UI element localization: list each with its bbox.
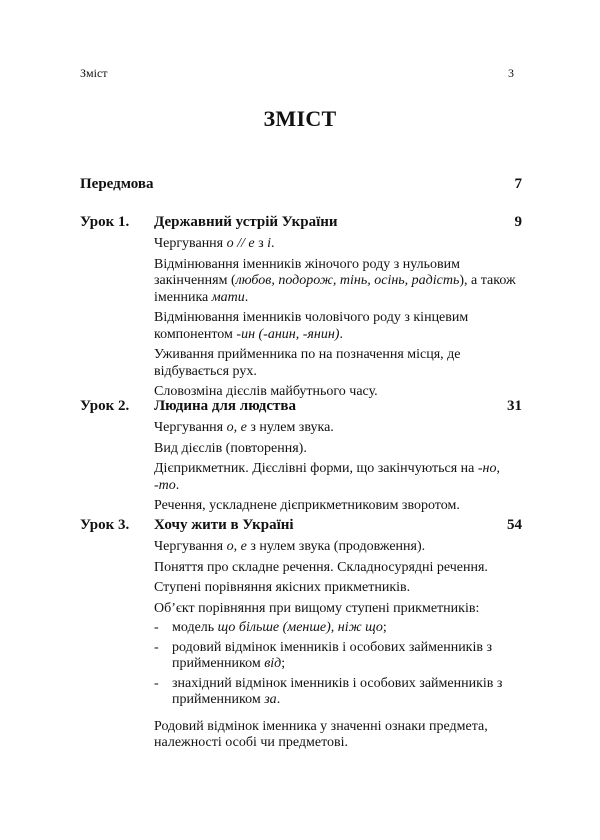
lesson-topic: Родовий відмінок іменника у значенні ознаки предмета, належності особі чи предметові. [154, 718, 488, 750]
dash-marker: - [154, 620, 159, 635]
lesson-topic [154, 420, 522, 437]
topic-text: Чергування [154, 420, 227, 435]
running-header-title: Зміст [80, 66, 108, 80]
toc-lesson-3 [80, 517, 522, 756]
topic-italic: що більше (менше), ніж що [217, 620, 383, 635]
lesson-title: Державний устрій України [154, 214, 338, 230]
lesson-topic: Вид дієслів (повторення). [154, 440, 307, 456]
lesson-title: Хочу жити в Україні [154, 517, 294, 533]
topic-text: . [244, 289, 249, 305]
lesson-topic: Словозміна дієслів майбутнього часу. [154, 384, 378, 399]
list-spacer [154, 712, 522, 719]
toc-lesson-2 [80, 398, 522, 519]
topic-text: Чергування [154, 539, 227, 554]
lesson-number: Урок 3. [80, 517, 130, 533]
lesson-topic [154, 257, 522, 307]
topic-text: з [254, 236, 268, 251]
topic-italic: -но [477, 461, 497, 476]
topic-italic: і [267, 236, 272, 251]
topic-text: . [276, 692, 281, 707]
dash-list-item [154, 676, 522, 709]
lesson-topic [154, 236, 522, 253]
lesson-topic: Поняття про складне речення. Складносурядні речення. [154, 559, 488, 575]
topic-text: з нулем звука. [246, 420, 334, 435]
topic-text: модель [172, 620, 218, 635]
topic-text: . [271, 236, 275, 251]
lesson-topic: Речення, ускладнене дієприкметниковим зворотом. [154, 498, 460, 513]
topic-text: Дієприкметник. Дієслівні форми, що закінчуються на [154, 461, 478, 476]
lesson-page: 31 [507, 398, 522, 414]
running-header-page-number: 3 [508, 66, 514, 80]
lesson-heading[interactable] [80, 214, 522, 236]
dash-list-item [154, 620, 522, 637]
topic-text: ), а також іменника [154, 273, 516, 305]
topic-italic: -то [154, 477, 176, 493]
lesson-topic: Уживання прийменника по на позначення місця, де відбувається рух. [154, 347, 461, 379]
dash-list-item [154, 640, 522, 673]
topic-italic: мати [211, 289, 245, 305]
topic-text: знахідний відмінок іменників і особових займенників з прийменником [172, 675, 503, 707]
lesson-heading[interactable] [80, 517, 522, 539]
topic-text: Відмінювання іменників жіночого роду з нульовим закінченням ( [154, 256, 460, 288]
lesson-page: 54 [507, 517, 522, 533]
topic-text: Чергування [154, 236, 227, 251]
topic-italic: о // е [226, 236, 255, 251]
lesson-topic: Об’єкт порівняння при вищому ступені прикметників: [154, 600, 480, 616]
topic-italic: о, е [226, 539, 247, 554]
topic-text: . [175, 477, 180, 493]
topic-text: , [496, 461, 500, 476]
topic-italic: любов, подорож, тінь, осінь, радість [235, 273, 460, 288]
lesson-topic [154, 539, 522, 556]
dash-marker: - [154, 675, 159, 691]
topic-text: Відмінювання іменників чоловічого роду з кінцевим компонентом [154, 310, 469, 342]
dash-marker: - [154, 639, 159, 655]
lesson-topic [154, 461, 522, 494]
topic-text: ; [281, 656, 286, 671]
topic-text: ; [382, 620, 387, 635]
lesson-page: 9 [514, 214, 522, 230]
lesson-topic: Ступені порівняння якісних прикметників. [154, 580, 411, 595]
lesson-number: Урок 2. [80, 398, 130, 414]
preface-label: Передмова [80, 176, 154, 192]
topic-italic: о, е [226, 420, 247, 435]
page-title: ЗМІСТ [263, 106, 337, 131]
topic-italic: за [264, 692, 277, 707]
topic-italic: від [264, 656, 282, 671]
toc-lesson-1 [80, 214, 522, 405]
lesson-number: Урок 1. [80, 214, 130, 230]
lesson-title: Людина для людства [154, 398, 297, 414]
topic-text: родовий відмінок іменників і особових займенників з прийменником [172, 639, 493, 671]
topic-italic: -ин (-анин, -янин) [236, 326, 340, 342]
lesson-heading[interactable] [80, 398, 522, 420]
topic-text: з нулем звука (продовження). [246, 539, 426, 554]
lesson-topic [154, 310, 522, 343]
toc-entry-preface[interactable] [80, 176, 522, 193]
preface-page: 7 [514, 176, 522, 192]
topic-text: . [339, 326, 343, 342]
